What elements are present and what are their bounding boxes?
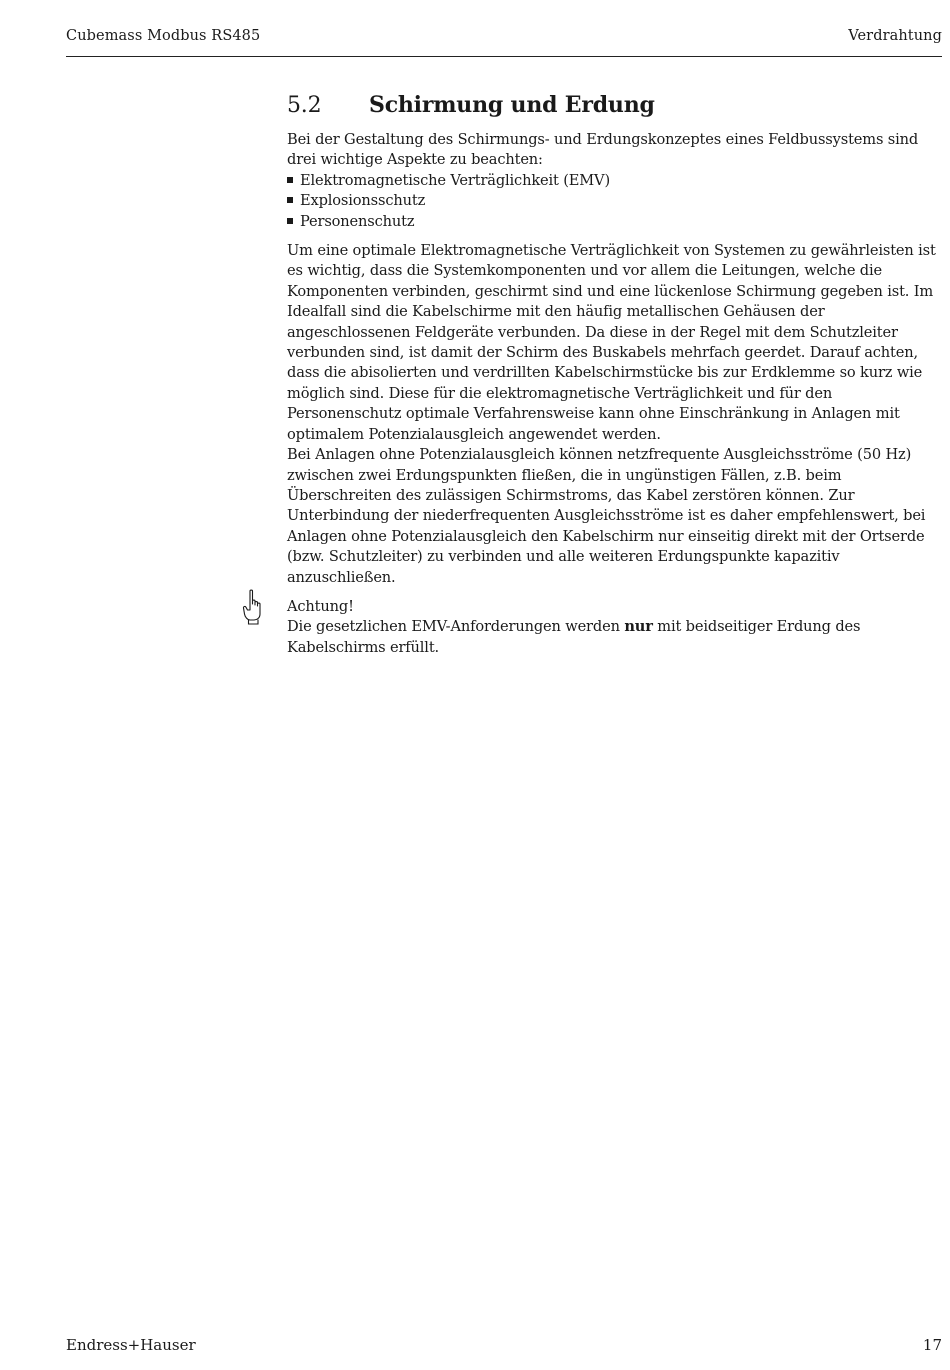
potential-paragraph: Bei Anlagen ohne Potenzialausgleich können netzfrequente Ausgleichsströme (50 Hz) zwischen zwei Erdungspunkten fließen, die in ungünstigen Fällen, z.B. beim Überschreiten des zulässigen Schirmstroms, das Kabel zerstören können. Zur Unterbindung der niederfrequenten Ausgleichsströme ist es daher empfehlenswert, bei Anlagen ohne Potenzialausgleich den Kabelschirm nur einseitig direkt mit der Ortserde (bzw. Schutzleiter) zu verbinden und alle weiteren Erdungspunkte kapazitiv anzuschließen. (287, 446, 926, 586)
list-item (287, 212, 943, 232)
pointing-hand-icon (241, 589, 265, 625)
page-number: 17 (922, 1336, 942, 1354)
intro-paragraph: Bei der Gestaltung des Schirmungs- und Erdungskonzeptes eines Feldbussystems sind drei wichtige Aspekte zu beachten: (287, 131, 919, 169)
header-document-title: Cubemass Modbus RS485 (66, 28, 261, 44)
list-item (287, 191, 943, 211)
note-text (287, 617, 943, 658)
list-item-text: Explosionsschutz (300, 192, 426, 210)
section-heading (287, 92, 943, 118)
bullet-icon (287, 197, 293, 203)
note-text-emphasis: nur (624, 618, 653, 636)
page-header (66, 26, 942, 57)
note-text-after: mit beidseitiger Erdung des Kabelschirms erfüllt. (287, 618, 861, 656)
note-heading: Achtung! (287, 597, 354, 615)
main-content (287, 92, 943, 658)
aspects-list (287, 171, 943, 232)
warning-note (287, 597, 943, 658)
emv-paragraph: Um eine optimale Elektromagnetische Verträglichkeit von Systemen zu gewährleisten ist es wichtig, dass die Systemkomponenten und vor allem die Leitungen, welche die Komponenten verbinden, geschirmt sind und eine lückenlose Schirmung gegeben ist. Im Idealfall sind die Kabelschirme mit den häufig metallischen Gehäusen der angeschlossenen Feldgeräte verbunden. Da diese in der Regel mit dem Schutzleiter verbunden sind, ist damit der Schirm des Buskabels mehrfach geerdet. Darauf achten, dass die abisolierten und verdrillten Kabelschirmstücke bis zur Erdklemme so kurz wie möglich sind. Diese für die elektromagnetische Verträglichkeit und für den Personenschutz optimale Verfahrensweise kann ohne Einschränkung in Anlagen mit optimalem Potenzialausgleich angewendet werden. (287, 242, 936, 443)
section-title: Schirmung und Erdung (369, 92, 655, 118)
list-item-text: Personenschutz (300, 212, 415, 230)
note-text-before: Die gesetzlichen EMV-Anforderungen werden (287, 618, 625, 636)
list-item (287, 171, 943, 191)
section-number: 5.2 (287, 93, 322, 118)
bullet-icon (287, 177, 293, 183)
footer-company: Endress+Hauser (66, 1336, 196, 1354)
list-item-text: Elektromagnetische Verträglichkeit (EMV) (300, 171, 610, 189)
bullet-icon (287, 218, 293, 224)
header-chapter-title: Verdrahtung (848, 28, 942, 44)
